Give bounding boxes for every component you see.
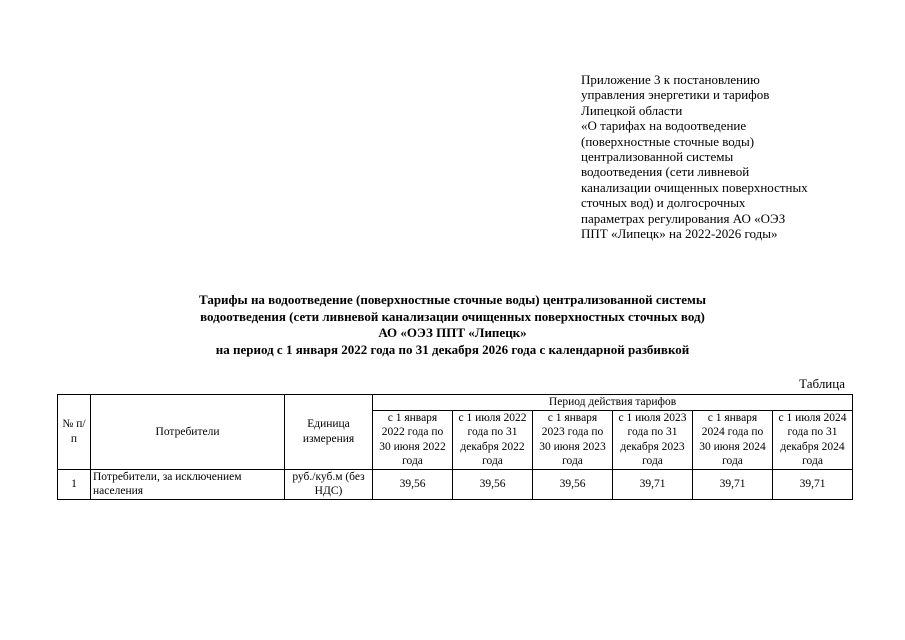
appendix-line: «О тарифах на водоотведение xyxy=(581,118,747,134)
header-unit: Единица измерения xyxy=(285,395,373,470)
row-value: 39,71 xyxy=(693,469,773,499)
document-title xyxy=(60,292,845,358)
header-period: с 1 января 2023 года по 30 июня 2023 года xyxy=(533,410,613,469)
title-line: на период с 1 января 2022 года по 31 декабря 2026 года с календарной разбивкой xyxy=(215,341,690,357)
appendix-line: Липецкой области xyxy=(581,102,683,118)
row-value: 39,56 xyxy=(373,469,453,499)
header-period: с 1 июля 2023 года по 31 декабря 2023 года xyxy=(613,410,693,469)
appendix-line: канализации очищенных поверхностных xyxy=(581,179,808,195)
row-number: 1 xyxy=(58,469,91,499)
appendix-line: управления энергетики и тарифов xyxy=(581,87,770,103)
header-number: № п/п xyxy=(58,395,91,470)
appendix-line: (поверхностные сточные воды) xyxy=(581,133,755,149)
row-unit: руб./куб.м (без НДС) xyxy=(285,469,373,499)
title-line: АО «ОЭЗ ППТ «Липецк» xyxy=(378,325,527,340)
tariff-table xyxy=(57,394,853,500)
header-period-group: Период действия тарифов xyxy=(373,395,853,411)
row-value: 39,56 xyxy=(453,469,533,499)
table-row xyxy=(58,469,853,499)
row-consumer: Потребители, за исключением населения xyxy=(91,469,285,499)
appendix-line: ППТ «Липецк» на 2022-2026 годы» xyxy=(581,226,778,242)
row-value: 39,71 xyxy=(613,469,693,499)
appendix-line: параметрах регулирования АО «ОЭЗ xyxy=(581,210,786,226)
row-value: 39,56 xyxy=(533,469,613,499)
header-period: с 1 января 2022 года по 30 июня 2022 года xyxy=(373,410,453,469)
appendix-line: централизованной системы xyxy=(581,149,734,165)
header-consumers: Потребители xyxy=(91,395,285,470)
header-period: с 1 июля 2024 года по 31 декабря 2024 года xyxy=(773,410,853,469)
appendix-line: сточных вод) и долгосрочных xyxy=(581,195,746,211)
table-caption: Таблица xyxy=(799,376,845,391)
row-value: 39,71 xyxy=(773,469,853,499)
header-period: с 1 января 2024 года по 30 июня 2024 года xyxy=(693,410,773,469)
appendix-block xyxy=(581,72,871,241)
appendix-line: водоотведения (сети ливневой xyxy=(581,164,750,180)
appendix-line: Приложение 3 к постановлению xyxy=(581,72,760,87)
title-line: водоотведения (сети ливневой канализации очищенных поверхностных сточных вод) xyxy=(200,308,705,324)
header-period: с 1 июля 2022 года по 31 декабря 2022 года xyxy=(453,410,533,469)
title-line: Тарифы на водоотведение (поверхностные сточные воды) централизованной системы xyxy=(198,292,707,307)
